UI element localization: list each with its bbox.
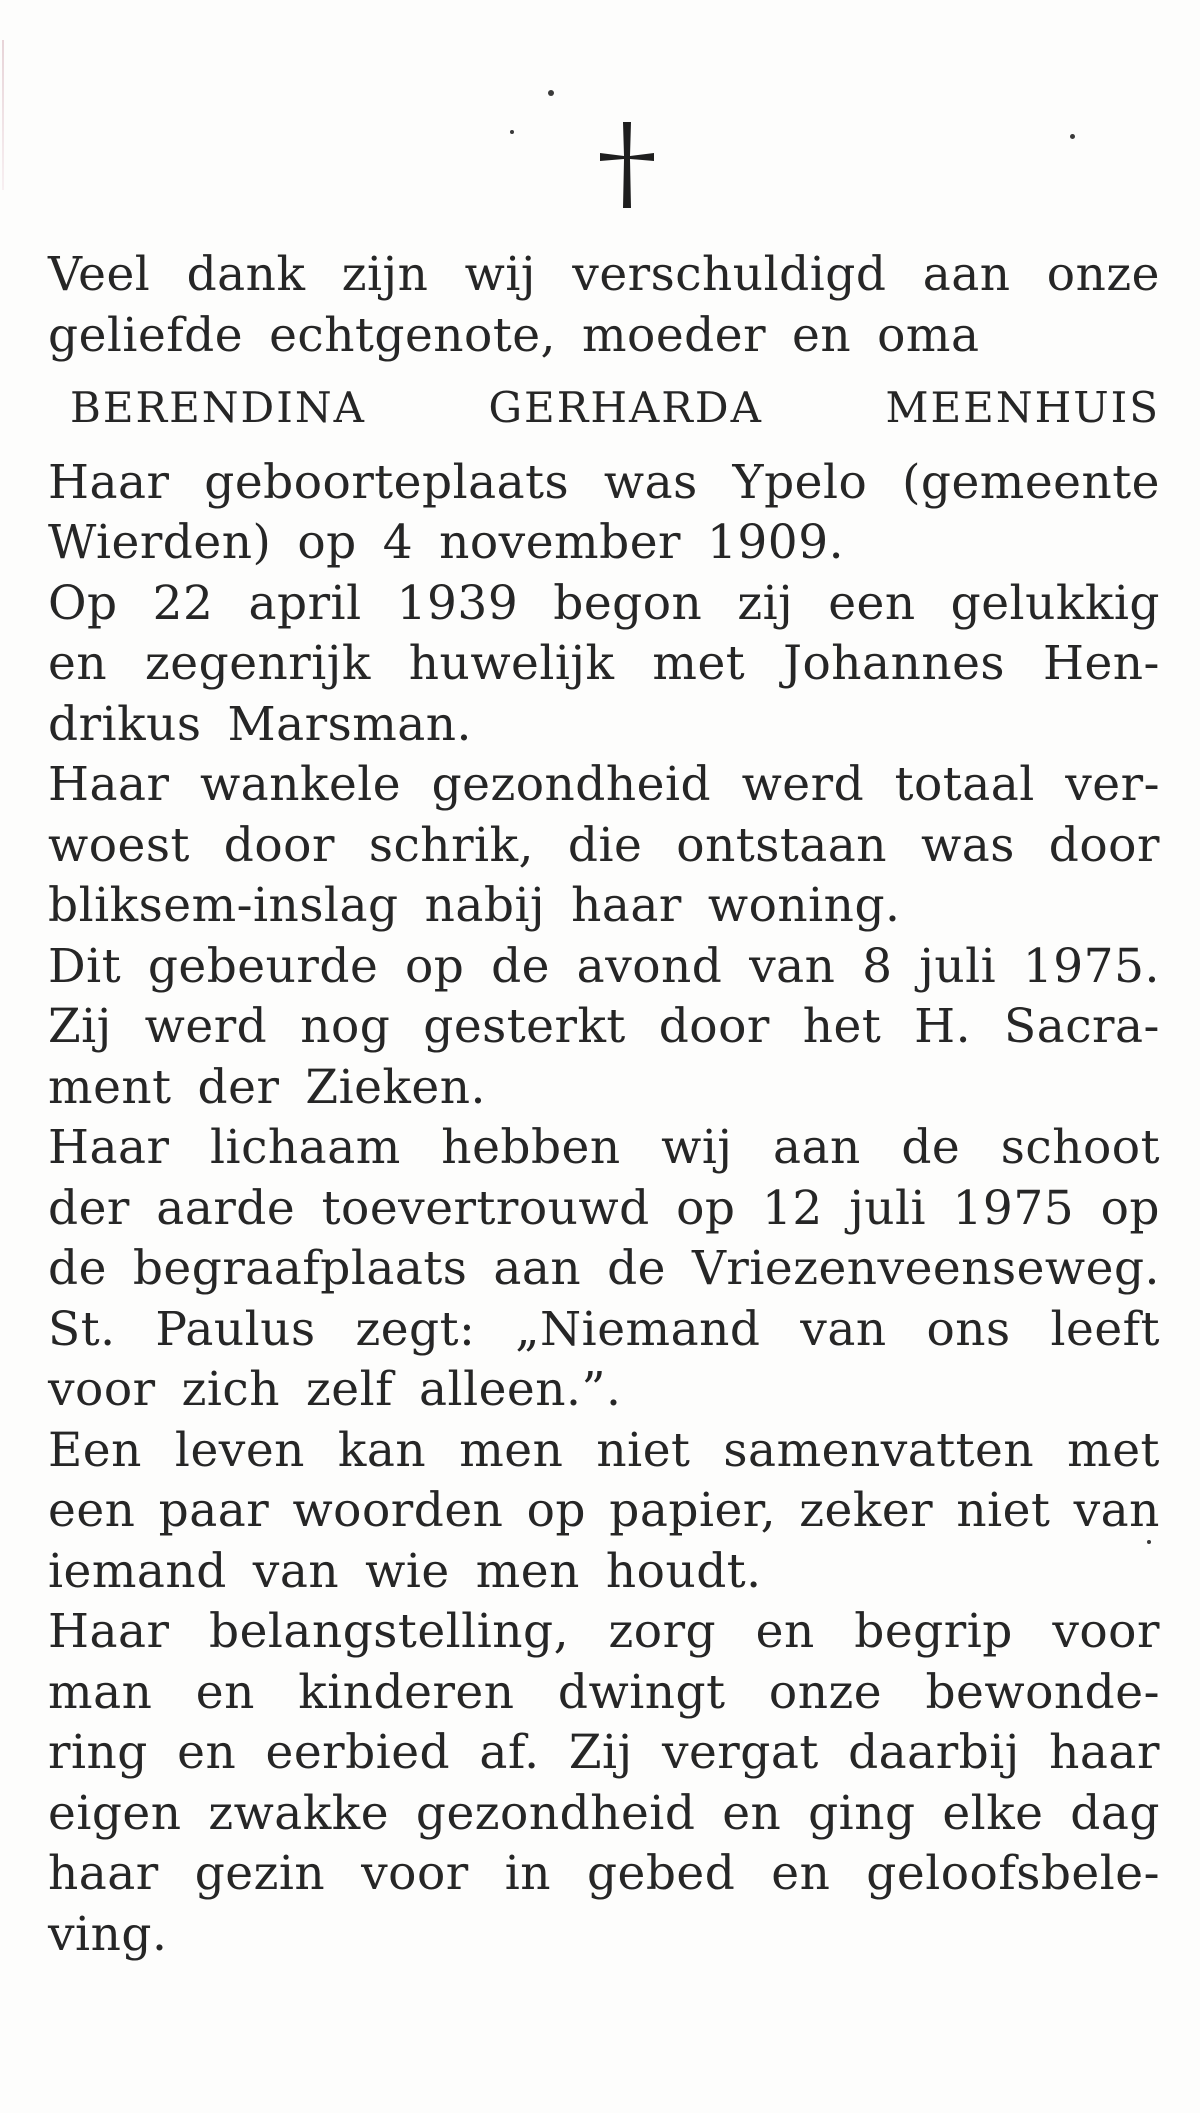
- card-text: [48, 245, 1160, 1965]
- word: werd: [144, 999, 268, 1054]
- intro-line: [48, 306, 1160, 367]
- word: ver-: [1065, 757, 1160, 812]
- word: Paulus: [155, 1301, 316, 1357]
- text-line: [48, 453, 1160, 514]
- word: alleen.”.: [419, 1362, 622, 1417]
- word: haar: [48, 1846, 159, 1901]
- word: dwingt: [557, 1664, 726, 1720]
- word: oma: [877, 307, 980, 363]
- word: ment: [48, 1059, 172, 1115]
- text-line: [48, 1602, 1160, 1663]
- word: nabij: [424, 878, 546, 933]
- word: haar: [571, 878, 682, 933]
- word: begraafplaats: [132, 1241, 468, 1296]
- text-line: [48, 1179, 1160, 1240]
- text-line: [48, 1723, 1160, 1784]
- word: haar: [1049, 1725, 1160, 1780]
- word: zich: [181, 1362, 281, 1417]
- text-line: [48, 1300, 1160, 1361]
- word: op: [297, 515, 357, 570]
- word: papier,: [609, 1483, 777, 1538]
- word: woorden: [292, 1483, 504, 1538]
- word: ontstaan: [676, 817, 888, 873]
- text-line: [48, 1905, 1160, 1966]
- word: men: [475, 1543, 580, 1599]
- word: en: [48, 636, 108, 691]
- word: huwelijk: [408, 636, 615, 691]
- word: van: [749, 938, 836, 994]
- word: moeder: [581, 307, 767, 363]
- word: man: [48, 1664, 153, 1720]
- word: woest: [48, 817, 190, 873]
- word: 8: [862, 938, 893, 994]
- word: samenvatten: [723, 1422, 1035, 1478]
- word: door: [1048, 817, 1160, 873]
- word: die: [567, 817, 643, 873]
- word: de: [491, 938, 550, 994]
- word: ons: [926, 1301, 1011, 1357]
- text-line: [48, 1118, 1160, 1179]
- word: voor: [1052, 1604, 1160, 1659]
- word: een: [828, 575, 916, 631]
- word: Sacra-: [1004, 999, 1160, 1054]
- word: Haar: [48, 1604, 170, 1659]
- paper-edge-mark: [2, 40, 4, 190]
- word: echtgenote,: [269, 307, 556, 363]
- word: Zij: [568, 1725, 633, 1780]
- word: 1909.: [706, 515, 845, 570]
- word: aan: [922, 247, 1011, 302]
- word: niet: [956, 1483, 1051, 1538]
- word: bewonde-: [925, 1664, 1160, 1720]
- word: met: [652, 636, 746, 691]
- word: (gemeente: [902, 454, 1160, 510]
- word: 1975.: [1022, 938, 1160, 994]
- text-line: [48, 816, 1160, 877]
- word: gezin: [194, 1846, 326, 1901]
- word: H.: [914, 999, 972, 1054]
- text-line: [48, 1421, 1160, 1482]
- word: aarde: [156, 1180, 296, 1236]
- word: in: [504, 1846, 551, 1901]
- word: zwakke: [208, 1785, 390, 1841]
- word: was: [603, 454, 698, 510]
- word: toevertrouwd: [321, 1180, 650, 1236]
- word: gebeurde: [147, 938, 379, 994]
- word: op: [1100, 1180, 1160, 1236]
- word: 4: [382, 515, 414, 570]
- word: Vriezenveenseweg.: [691, 1241, 1160, 1296]
- word: gelukkig: [950, 575, 1160, 631]
- text-line: [48, 997, 1160, 1058]
- word: leven: [174, 1422, 305, 1478]
- deceased-name: [48, 378, 1160, 439]
- word: 12: [761, 1180, 823, 1236]
- word: gezondheid: [415, 1785, 696, 1841]
- text-line: [48, 1360, 1160, 1421]
- word: werd: [741, 757, 865, 812]
- word: verschuldigd: [572, 247, 887, 302]
- word: eerbied: [265, 1725, 451, 1780]
- word: schoot: [1000, 1120, 1160, 1175]
- text-line: [48, 574, 1160, 635]
- word: totaal: [894, 757, 1035, 812]
- word: bliksem-inslag: [48, 878, 399, 933]
- word: Haar: [48, 454, 170, 510]
- text-line: [48, 876, 1160, 937]
- word: op: [404, 938, 465, 994]
- word: wankele: [199, 757, 402, 812]
- word: vergat: [661, 1725, 819, 1780]
- word: „Niemand: [515, 1301, 761, 1357]
- cross-icon: [598, 120, 656, 210]
- word: door: [658, 999, 770, 1054]
- word: Zieken.: [305, 1059, 486, 1115]
- word: Dit: [48, 938, 122, 994]
- word: St.: [48, 1301, 116, 1357]
- word: Veel: [48, 247, 151, 302]
- word: was: [920, 817, 1015, 873]
- word: paar: [158, 1483, 270, 1538]
- word: voor: [361, 1846, 469, 1901]
- word: der: [197, 1059, 280, 1115]
- word: eigen: [48, 1785, 182, 1841]
- word: geloofsbele-: [866, 1846, 1160, 1901]
- word: zegenrijk: [145, 636, 371, 691]
- paper-speck: [548, 90, 554, 96]
- word: dag: [1070, 1785, 1160, 1841]
- text-line: [48, 513, 1160, 574]
- word: gesterkt: [423, 999, 626, 1054]
- word: wij: [464, 247, 536, 302]
- word: zorg: [608, 1604, 717, 1659]
- word: iemand: [48, 1543, 227, 1599]
- word: schrik,: [368, 817, 534, 873]
- word: der: [48, 1180, 130, 1236]
- word: voor: [48, 1362, 156, 1417]
- word: juli: [919, 938, 997, 994]
- text-line: [48, 634, 1160, 695]
- word: en: [177, 1725, 237, 1780]
- word: daarbij: [848, 1725, 1020, 1780]
- word: 1939: [396, 575, 519, 631]
- word: Hen-: [1042, 636, 1160, 691]
- word: het: [802, 999, 882, 1054]
- word: Haar: [48, 757, 170, 812]
- card-paragraphs: [48, 453, 1160, 1966]
- word: GERHARDA: [488, 383, 763, 432]
- word: dank: [186, 247, 306, 302]
- word: lichaam: [210, 1120, 401, 1175]
- word: nog: [300, 999, 391, 1054]
- word: door: [223, 817, 335, 873]
- word: kinderen: [298, 1664, 515, 1720]
- text-line: [48, 1844, 1160, 1905]
- word: woning.: [707, 878, 901, 933]
- text-line: [48, 755, 1160, 816]
- word: en: [755, 1604, 815, 1659]
- word: niet: [596, 1422, 691, 1478]
- word: onze: [768, 1664, 883, 1720]
- word: aan: [493, 1241, 582, 1296]
- word: hebben: [441, 1120, 621, 1175]
- word: en: [792, 307, 852, 363]
- word: gezondheid: [431, 757, 712, 812]
- word: november: [439, 515, 681, 570]
- word: aan: [773, 1120, 861, 1175]
- intro-line: [48, 245, 1160, 306]
- word: Op: [48, 575, 118, 631]
- text-line: [48, 1784, 1160, 1845]
- word: zeker: [799, 1483, 934, 1538]
- word: van: [252, 1543, 340, 1599]
- word: geboorteplaats: [204, 454, 570, 510]
- word: af.: [479, 1725, 540, 1780]
- word: Ypelo: [732, 454, 868, 510]
- word: elke: [942, 1785, 1044, 1841]
- word: zij: [737, 575, 794, 631]
- word: Wierden): [48, 515, 272, 570]
- paper-speck: [1070, 134, 1075, 139]
- word: 22: [152, 575, 214, 631]
- word: een: [48, 1483, 136, 1538]
- word: van: [800, 1301, 887, 1357]
- word: ving.: [48, 1906, 168, 1962]
- word: begrip: [854, 1604, 1013, 1659]
- word: en: [722, 1785, 782, 1841]
- word: op: [526, 1483, 587, 1538]
- text-line: [48, 1481, 1160, 1542]
- word: kan: [337, 1422, 427, 1478]
- text-line: [48, 1663, 1160, 1724]
- word: Johannes: [783, 636, 1006, 691]
- word: Haar: [48, 1120, 170, 1175]
- text-line: [48, 937, 1160, 998]
- word: de: [901, 1120, 961, 1175]
- paper-speck: [510, 130, 514, 134]
- text-line: [48, 695, 1160, 756]
- word: zelf: [306, 1362, 394, 1417]
- word: 1975: [952, 1180, 1075, 1236]
- word: BERENDINA: [70, 383, 366, 432]
- text-line: [48, 1058, 1160, 1119]
- word: april: [248, 575, 362, 631]
- text-line: [48, 1542, 1160, 1603]
- word: geliefde: [48, 307, 244, 363]
- word: MEENHUIS: [885, 383, 1160, 432]
- word: gebed: [586, 1846, 736, 1901]
- word: onze: [1046, 247, 1160, 302]
- word: en: [195, 1664, 255, 1720]
- word: wij: [661, 1120, 733, 1175]
- word: ging: [808, 1785, 916, 1841]
- word: leeft: [1050, 1301, 1160, 1357]
- word: Een: [48, 1422, 142, 1478]
- word: houdt.: [605, 1543, 762, 1599]
- text-line: [48, 1239, 1160, 1300]
- word: de: [48, 1241, 107, 1296]
- word: de: [607, 1241, 666, 1296]
- word: belangstelling,: [209, 1604, 570, 1659]
- word: en: [771, 1846, 831, 1901]
- word: juli: [849, 1180, 927, 1236]
- word: begon: [553, 575, 703, 631]
- word: van: [1073, 1483, 1160, 1538]
- word: men: [459, 1422, 564, 1478]
- word: zegt:: [355, 1301, 476, 1357]
- word: avond: [576, 938, 723, 994]
- word: Marsman.: [227, 696, 472, 752]
- word: drikus: [48, 696, 202, 752]
- word: wie: [365, 1543, 450, 1599]
- word: Zij: [48, 999, 112, 1054]
- word: op: [676, 1180, 736, 1236]
- word: zijn: [341, 247, 429, 302]
- word: ring: [48, 1725, 148, 1780]
- word: met: [1067, 1422, 1160, 1478]
